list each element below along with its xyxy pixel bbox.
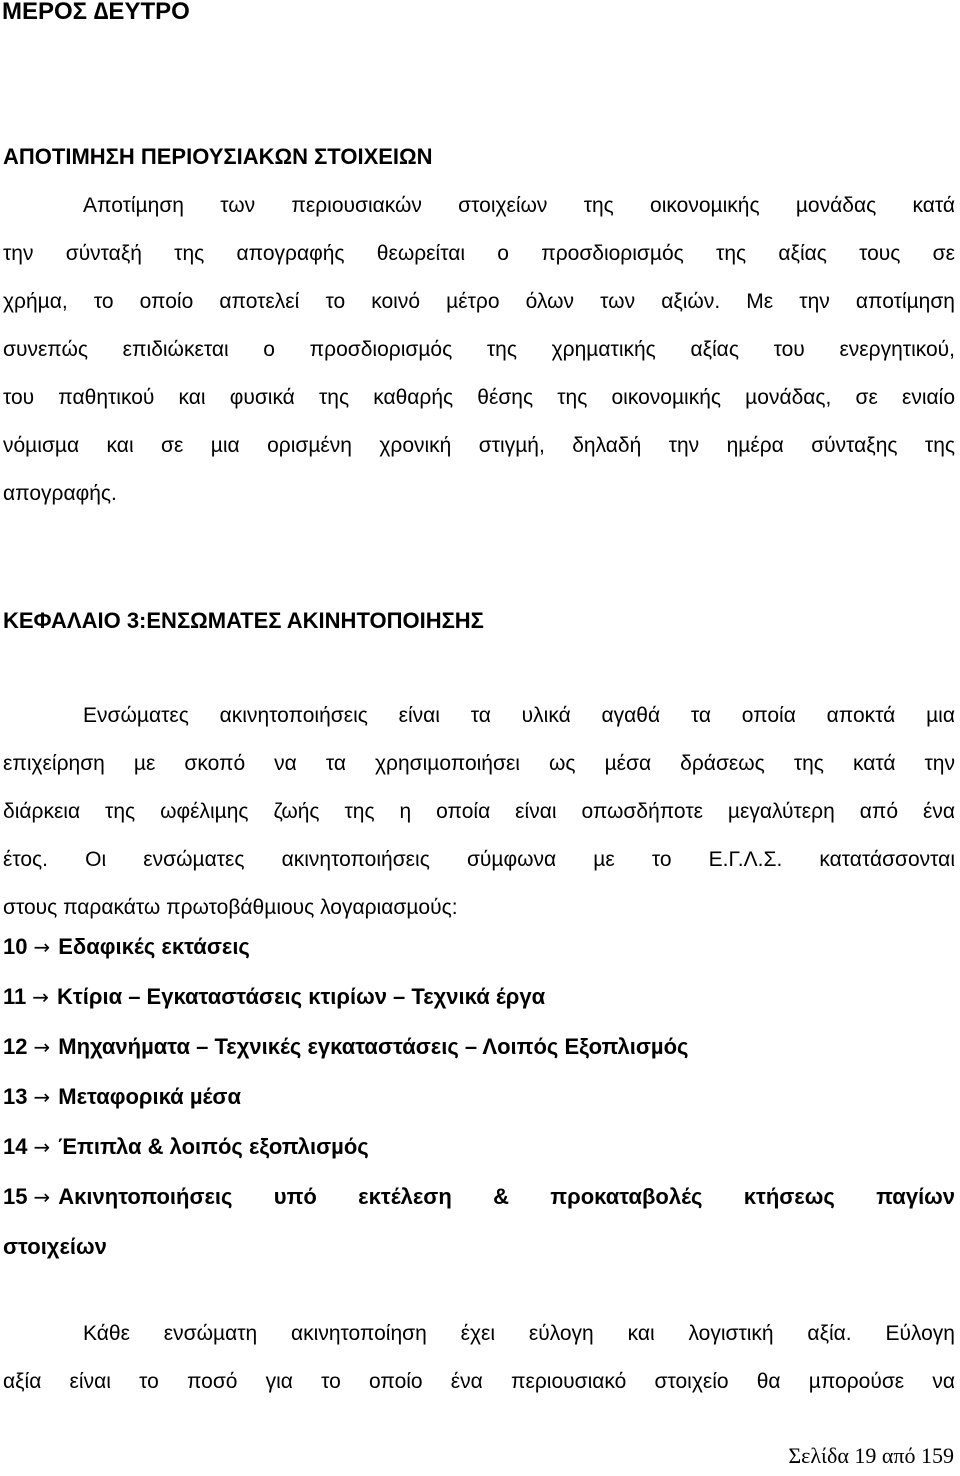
account-code: 10 [3, 934, 28, 959]
paragraph-line: στους παρακάτω πρωτοβάθµιους λογαριασµούς: [3, 896, 458, 919]
section-heading-asset-valuation: ΑΠΟΤΙΜΗΣΗ ΠΕΡΙΟΥΣΙΑΚΩΝ ΣΤΟΙΧΕΙΩΝ [3, 144, 433, 169]
arrow-right-icon: → [33, 1035, 51, 1059]
chapter-heading: ΚΕΦΑΛΑΙΟ 3:ΕΝΣΩΜΑΤΕΣ ΑΚΙΝΗΤΟΠΟΙΗΣΗΣ [3, 608, 484, 633]
paragraph-line: την σύνταξή της απογραφής θεωρείται ο προσδιορισµός της αξίας τους σε [3, 242, 955, 265]
account-label: Κτίρια – Εγκαταστάσεις κτιρίων – Τεχνικά έργα [57, 984, 546, 1009]
account-list [3, 922, 955, 1272]
part-title: ΜΕΡΟΣ ∆ΕΥΤΡΟ [2, 0, 190, 25]
paragraph-line: διάρκεια της ωφέλιµης ζωής της η οποία είναι οπωσδήποτε µεγαλύτερη από ένα [3, 800, 955, 823]
paragraph-line: συνεπώς επιδιώκεται ο προσδιορισµός της χρηµατικής αξίας του ενεργητικού, [3, 338, 955, 361]
paragraph-line: Ενσώµατες ακινητοποιήσεις είναι τα υλικά αγαθά τα οποία αποκτά µια [83, 704, 955, 727]
paragraph-line: χρήµα, το οποίο αποτελεί το κοινό µέτρο όλων των αξιών. Με την αποτίµηση [3, 290, 955, 313]
tangible-assets-intro-paragraph [3, 692, 955, 932]
account-label: Ακινητοποιήσεις υπό εκτέλεση & προκαταβολές κτήσεως παγίων [58, 1184, 955, 1209]
page-number-footer: Σελίδα 19 από 159 [788, 1443, 954, 1468]
paragraph-line: νόµισµα και σε µια ορισµένη χρονική στιγµή, δηλαδή την ηµέρα σύνταξης της [3, 434, 955, 457]
account-label: Μεταφορικά µέσα [58, 1084, 241, 1109]
asset-valuation-paragraph [3, 182, 955, 518]
arrow-right-icon: → [33, 1185, 51, 1209]
account-label-continuation: στοιχείων [3, 1234, 107, 1259]
account-code: 11 [3, 984, 27, 1009]
account-item-15-continuation [3, 1222, 955, 1272]
arrow-right-icon: → [33, 1085, 51, 1109]
paragraph-line: του παθητικού και φυσικά της καθαρής θέσης της οικονοµικής µονάδας, σε ενιαίο [3, 386, 955, 409]
account-label: Μηχανήµατα – Τεχνικές εγκαταστάσεις – Λοιπός Εξοπλισµός [58, 1034, 689, 1059]
paragraph-line: Κάθε ενσώµατη ακινητοποίηση έχει εύλογη και λογιστική αξία. Εύλογη [83, 1322, 955, 1345]
paragraph-line: απογραφής. [3, 482, 117, 505]
account-item-15 [3, 1172, 955, 1222]
paragraph-line: Αποτίµηση των περιουσιακών στοιχείων της οικονοµικής µονάδας κατά [83, 194, 955, 217]
account-item-10 [3, 922, 955, 972]
account-item-11 [3, 972, 955, 1022]
account-label: Εδαφικές εκτάσεις [58, 934, 250, 959]
account-code: 13 [3, 1084, 28, 1109]
arrow-right-icon: → [33, 1135, 51, 1159]
account-code: 15 [3, 1184, 28, 1209]
paragraph-line: επιχείρηση µε σκοπό να τα χρησιµοποιήσει ως µέσα δράσεως της κατά την [3, 752, 955, 775]
fair-value-paragraph [3, 1310, 955, 1406]
account-code: 14 [3, 1134, 28, 1159]
account-item-12 [3, 1022, 955, 1072]
paragraph-line: έτος. Οι ενσώµατες ακινητοποιήσεις σύµφωνα µε το Ε.Γ.Λ.Σ. κατατάσσονται [3, 848, 955, 871]
account-item-14 [3, 1122, 955, 1172]
account-label: Έπιπλα & λοιπός εξοπλισµός [58, 1134, 369, 1159]
account-code: 12 [3, 1034, 28, 1059]
paragraph-line: αξία είναι το ποσό για το οποίο ένα περιουσιακό στοιχείο θα µπορούσε να [3, 1370, 955, 1393]
arrow-right-icon: → [32, 985, 50, 1009]
arrow-right-icon: → [33, 935, 51, 959]
account-item-13 [3, 1072, 955, 1122]
